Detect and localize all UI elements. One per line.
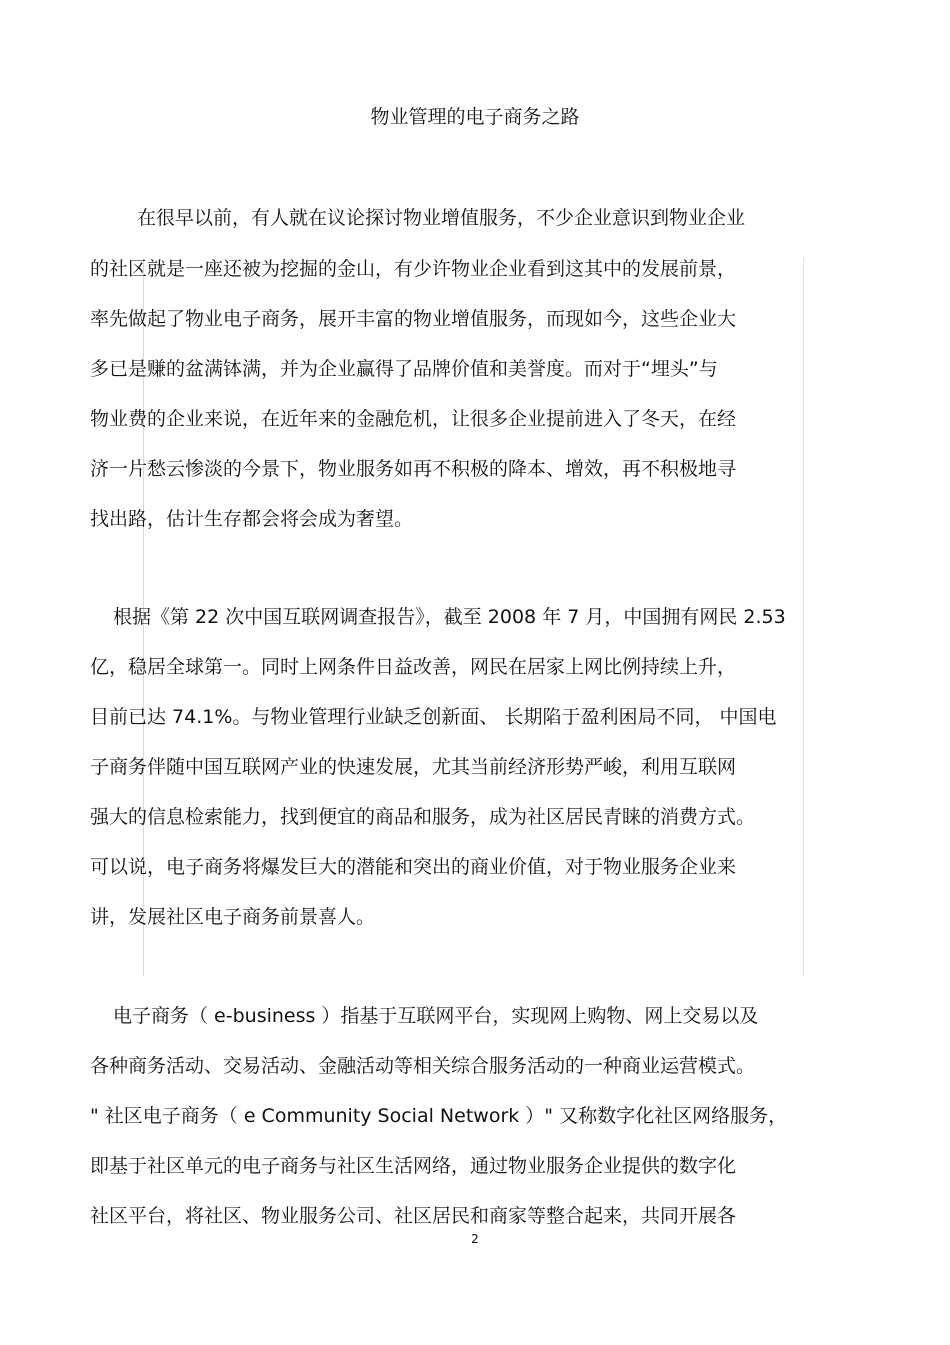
paragraph-2-line-7: 讲，发展社区电子商务前景喜人。 <box>90 906 376 928</box>
paragraph-1-line-6: 济一片愁云惨淡的今景下，物业服务如再不积极的降本、增效，再不积极地寻 <box>90 458 737 480</box>
paragraph-1-line-4: 多已是赚的盆满钵满，并为企业赢得了品牌价值和美誉度。而对于“埋头”与 <box>90 358 718 380</box>
paragraph-3-line-1: 电子商务（ e-business ）指基于互联网平台，实现网上购物、网上交易以及 <box>113 1005 759 1027</box>
paragraph-1-line-3: 率先做起了物业电子商务，展开丰富的物业增值服务，而现如今，这些企业大 <box>90 308 737 330</box>
paragraph-2-line-4: 子商务伴随中国互联网产业的快速发展，尤其当前经济形势严峻，利用互联网 <box>90 756 737 778</box>
paragraph-3-line-5: 社区平台，将社区、物业服务公司、社区居民和商家等整合起来，共同开展各 <box>90 1205 737 1227</box>
paragraph-1-line-1: 在很早以前，有人就在议论探讨物业增值服务，不少企业意识到物业企业 <box>137 207 746 229</box>
paragraph-1-line-2: 的社区就是一座还被为挖掘的金山，有少许物业企业看到这其中的发展前景， <box>90 258 737 280</box>
paragraph-1-line-7: 找出路，估计生存都会将会成为奢望。 <box>90 508 414 530</box>
paragraph-3-line-2: 各种商务活动、交易活动、金融活动等相关综合服务活动的一种商业运营模式。 <box>90 1055 756 1077</box>
document-title: 物业管理的电子商务之路 <box>370 106 580 128</box>
paragraph-1-line-5: 物业费的企业来说，在近年来的金融危机，让很多企业提前进入了冬天，在经 <box>90 408 737 430</box>
paragraph-2-line-2: 亿，稳居全球第一。同时上网条件日益改善，网民在居家上网比例持续上升， <box>90 656 737 678</box>
paragraph-3-line-4: 即基于社区单元的电子商务与社区生活网络，通过物业服务企业提供的数字化 <box>90 1155 737 1177</box>
paragraph-2-line-3: 目前已达 74.1%。与物业管理行业缺乏创新面、 长期陷于盈利困局不同， 中国电 <box>90 706 777 728</box>
paragraph-3-line-3: " 社区电子商务（ e Community Social Network ）" 又称数字化社区网络服务， <box>90 1105 788 1127</box>
paragraph-2-line-5: 强大的信息检索能力，找到便宜的商品和服务，成为社区居民青睐的消费方式。 <box>90 806 756 828</box>
paragraph-2-line-1: 根据《第 22 次中国互联网调查报告》，截至 2008 年 7 月，中国拥有网民 2.53 <box>113 606 786 628</box>
paragraph-2-line-6: 可以说，电子商务将爆发巨大的潜能和突出的商业价值，对于物业服务企业来 <box>90 856 737 878</box>
frame-line-right <box>803 258 804 976</box>
page-number: 2 <box>471 1232 479 1246</box>
